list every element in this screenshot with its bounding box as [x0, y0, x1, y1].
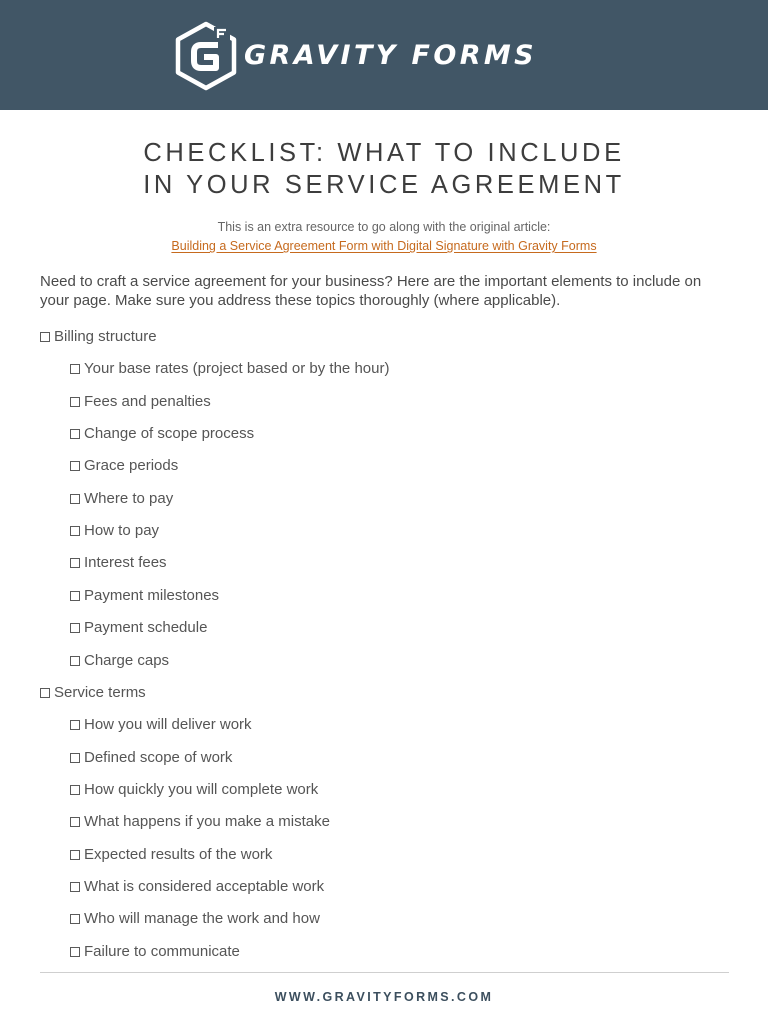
checklist-item: [70, 521, 159, 541]
checklist-item-label: How you will deliver work: [84, 716, 252, 733]
checklist-item-label: Fees and penalties: [84, 393, 211, 410]
checklist-item-label: Defined scope of work: [84, 749, 233, 766]
checkbox-icon[interactable]: [70, 817, 80, 827]
checklist-item: [70, 909, 320, 929]
checklist-item-label: Grace periods: [84, 457, 179, 474]
checkbox-icon[interactable]: [70, 785, 80, 795]
intro-text: This is an extra resource to go along with the original article:: [217, 220, 551, 234]
checklist-item-label: What is considered acceptable work: [84, 878, 325, 895]
checkbox-icon[interactable]: [70, 753, 80, 763]
checklist-item: [70, 715, 252, 735]
checkbox-icon[interactable]: [70, 461, 80, 471]
checklist-item: [70, 553, 167, 573]
checklist-item: [70, 456, 178, 476]
description-line-1: Need to craft a service agreement for your business? Here are the important elements to include on: [40, 273, 702, 290]
checklist-item: [70, 618, 207, 638]
checklist-item: [70, 845, 272, 865]
header-banner: [0, 0, 768, 110]
checkbox-icon[interactable]: [70, 591, 80, 601]
checkbox-icon[interactable]: [70, 558, 80, 568]
checkbox-icon[interactable]: [70, 947, 80, 957]
checklist-item-label: Payment schedule: [84, 619, 208, 636]
page-title-line-2: IN YOUR SERVICE AGREEMENT: [143, 171, 625, 199]
checkbox-icon[interactable]: [70, 720, 80, 730]
checkbox-icon[interactable]: [70, 397, 80, 407]
checklist-item: [70, 489, 173, 509]
checklist-item-label: Interest fees: [84, 554, 167, 571]
checklist-item-label: Change of scope process: [84, 425, 255, 442]
checklist-item-label: What happens if you make a mistake: [84, 813, 330, 830]
checklist-item-label: How quickly you will complete work: [84, 781, 319, 798]
article-link[interactable]: Building a Service Agreement Form with Digital Signature with Gravity Forms: [171, 239, 597, 253]
checkbox-icon[interactable]: [70, 429, 80, 439]
checklist-item: [70, 748, 232, 768]
checkbox-icon[interactable]: [70, 526, 80, 536]
checklist-item: [40, 683, 146, 703]
checklist-item-label: Billing structure: [54, 328, 157, 345]
page-title-line-1: CHECKLIST: WHAT TO INCLUDE: [143, 139, 625, 167]
checklist-item-label: Expected results of the work: [84, 846, 273, 863]
gravity-forms-logo-icon: [174, 21, 238, 91]
checklist-item-label: Who will manage the work and how: [84, 910, 320, 927]
brand-wordmark: GRAVITY FORMS: [244, 40, 538, 71]
checklist-item-label: Failure to communicate: [84, 943, 240, 960]
checklist-item: [40, 327, 157, 347]
checklist-item-label: Charge caps: [84, 652, 170, 669]
checkbox-icon[interactable]: [40, 332, 50, 342]
footer-url[interactable]: WWW.GRAVITYFORMS.COM: [274, 990, 494, 1004]
checkbox-icon[interactable]: [70, 656, 80, 666]
checkbox-icon[interactable]: [70, 364, 80, 374]
checklist-item: [70, 651, 169, 671]
checklist-item-label: Where to pay: [84, 490, 174, 507]
checklist-item: [70, 392, 211, 412]
checkbox-icon[interactable]: [70, 623, 80, 633]
checklist-item: [70, 586, 219, 606]
description-line-2: your page. Make sure you address these topics thoroughly (where applicable).: [40, 292, 561, 309]
checkbox-icon[interactable]: [70, 882, 80, 892]
checkbox-icon[interactable]: [70, 850, 80, 860]
checkbox-icon[interactable]: [40, 688, 50, 698]
checklist-item-label: Your base rates (project based or by the hour): [84, 360, 390, 377]
checkbox-icon[interactable]: [70, 914, 80, 924]
checklist-item: [70, 942, 240, 962]
checklist-item-label: Service terms: [54, 684, 146, 701]
checklist-item: [70, 812, 330, 832]
checkbox-icon[interactable]: [70, 494, 80, 504]
checklist-item: [70, 877, 324, 897]
footer-divider: [40, 972, 729, 973]
checklist-item: [70, 780, 318, 800]
checklist-item: [70, 359, 389, 379]
checklist-item: [70, 424, 254, 444]
checklist-item-label: Payment milestones: [84, 587, 220, 604]
checklist-item-label: How to pay: [84, 522, 160, 539]
